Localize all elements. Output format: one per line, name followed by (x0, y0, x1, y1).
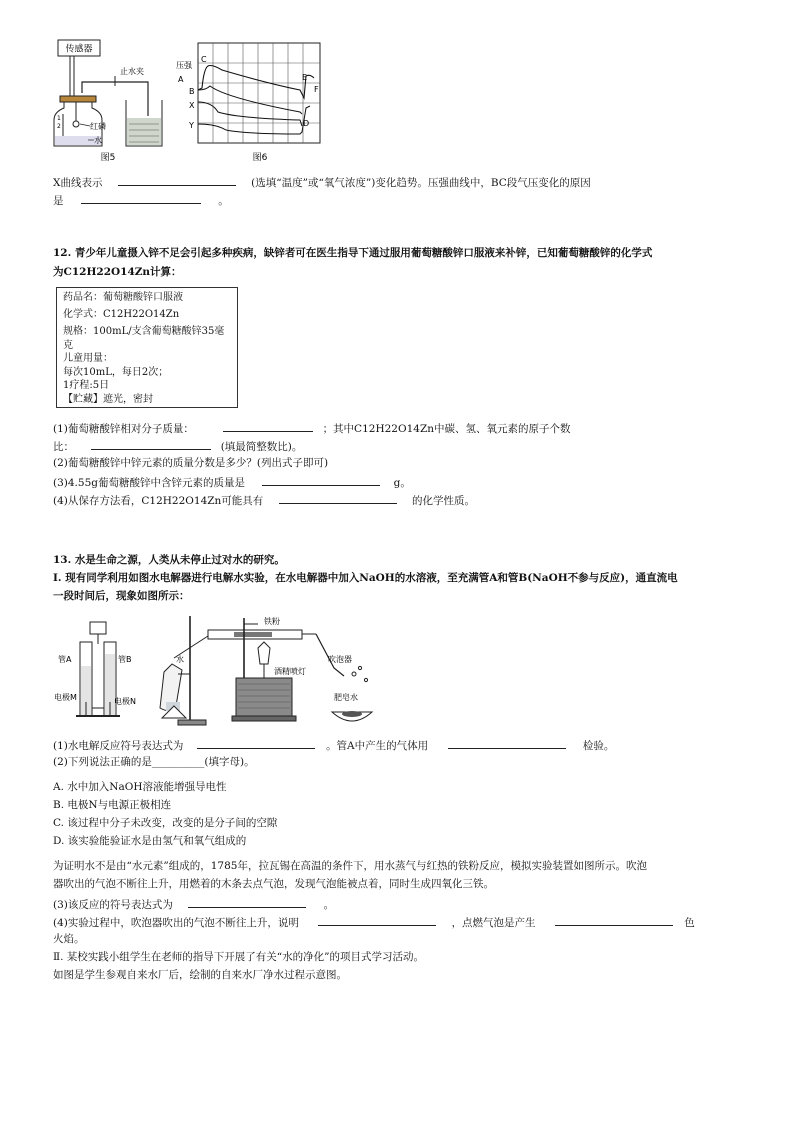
figure-5-caption: 图5 (100, 153, 116, 163)
q12-sub1-pre: (1)葡萄糖酸锌相对分子质量： (53, 423, 194, 435)
drug-formula: 化学式：C12H22O14Zn (63, 308, 180, 320)
q13-sub2: (2)下列说法正确的是__________(填字母)。 (53, 756, 255, 768)
label-X: X (189, 101, 195, 110)
q13-sub4-mid: ，点燃气泡是产生 (451, 917, 536, 929)
q13-part1-line2: 一段时间后，现象如图所示： (53, 590, 190, 602)
q11-line2-pre: 是 (53, 195, 64, 207)
q13-blank-gas-test[interactable] (448, 737, 566, 749)
q13-sub1-mid: 。管A中产生的气体用 (326, 740, 429, 752)
q13-figure (54, 608, 388, 733)
q13-stem: 13. 水是生命之源，人类从未停止过对水的研究。 (53, 554, 285, 566)
q11-line2 (53, 192, 229, 208)
q11-line1-pre: X曲线表示 (53, 177, 103, 189)
q12-sub3-post: g。 (393, 477, 411, 489)
q11-blank-bc-reason[interactable] (81, 192, 201, 204)
q12-stem-line1: 12. 青少年儿童摄入锌不足会引起多种疾病，缺锌者可在医生指导下通过服用葡萄糖酸锌口服液来补锌，已知葡萄糖酸锌的化学式 (53, 247, 653, 259)
q12-sub1b-post: (填最简整数比)。 (220, 441, 303, 453)
q13-sub4-pre: (4)实验过程中，吹泡器吹出的气泡不断往上升，说明 (53, 917, 299, 929)
q13-sub4 (53, 914, 695, 930)
sensor-label: 传感器 (65, 44, 93, 55)
q13-sub1-pre: (1)水电解反应符号表达式为 (53, 740, 184, 752)
q13-blank-electrolysis-equation[interactable] (197, 737, 315, 749)
q13-option-d: D. 该实验能验证水是由氢气和氧气组成的 (53, 835, 247, 847)
q13-part2-line2: 如图是学生参观自来水厂后，绘制的自来水厂净水过程示意图。 (53, 969, 347, 981)
q11-line1-post: (选填“温度”或“氧气浓度”)变化趋势。压强曲线中，BC段气压变化的原因 (251, 177, 591, 189)
drug-dose-title: 儿童用量： (63, 353, 113, 364)
q13-sub1 (53, 737, 614, 753)
q12-sub4-post: 的化学性质。 (412, 495, 475, 507)
bubbler-label: 吹泡器 (328, 655, 352, 664)
q13-part2-line1: Ⅱ. 某校实践小组学生在老师的指导下开展了有关“水的净化”的项目式学习活动。 (53, 951, 425, 963)
q13-sub4-line2: 火焰。 (53, 933, 85, 945)
tube-b-label: 管B (118, 655, 132, 664)
q12-sub1b-pre: 比： (53, 441, 74, 453)
label-Y: Y (189, 121, 194, 130)
label-E: E (302, 73, 308, 82)
q11-blank-x-curve[interactable] (118, 174, 236, 186)
label-D: D (303, 119, 310, 128)
drug-name: 药品名：葡萄糖酸锌口服液 (63, 292, 183, 303)
label-C: C (201, 55, 207, 64)
q13-blank-iron-equation[interactable] (188, 896, 306, 908)
q12-stem-line2: 为C12H22O14Zn计算： (53, 266, 182, 278)
q13-blank-bubble-rise[interactable] (318, 914, 436, 926)
q12-blank-molar-mass[interactable] (223, 420, 313, 432)
figure-5 (50, 38, 165, 163)
clip-label: 止水夹 (120, 67, 144, 76)
drug-dose: 每次10mL，每日2次； (63, 366, 169, 378)
q12-sub2: (2)葡萄糖酸锌中锌元素的质量分数是多少？(列出式子即可) (53, 457, 329, 469)
q11-line1 (53, 174, 591, 190)
figure-6-caption: 图6 (252, 153, 268, 163)
q13-blank-flame-color[interactable] (555, 914, 673, 926)
q13-sub4-post: 色 (684, 917, 695, 929)
q13-sub3-post: 。 (323, 899, 335, 911)
pressure-axis-label: 压强 (176, 61, 192, 70)
electrode-n-label: 电极N (114, 697, 136, 706)
q12-blank-atom-ratio[interactable] (91, 438, 211, 450)
electrode-m-label: 电极M (54, 693, 77, 702)
tube-a-label: 管A (58, 655, 72, 664)
q12-sub4-pre: (4)从保存方法看，C12H22O14Zn可能具有 (53, 495, 264, 507)
q12-sub1-mid: ；其中C12H22O14Zn中碳、氢、氧元素的原子个数 (322, 423, 571, 435)
drug-label-box (56, 287, 238, 408)
alcohol-lamp-label: 酒精喷灯 (274, 667, 306, 676)
q12-sub4 (53, 492, 475, 508)
q12-sub1 (53, 420, 571, 436)
q13-sub3-pre: (3)该反应的符号表达式为 (53, 899, 173, 911)
q13-sub3 (53, 896, 334, 912)
q13-para-line2: 器吹出的气泡不断往上升，用燃着的木条去点气泡，发现气泡能被点着，同时生成四氧化三铁。 (53, 878, 494, 890)
q11-line2-post: 。 (218, 195, 229, 207)
figure-6 (176, 38, 326, 163)
q12-blank-zinc-mass[interactable] (262, 474, 380, 486)
q13-option-c: C. 该过程中分子未改变，改变的是分子间的空隙 (53, 817, 278, 829)
q12-sub3 (53, 474, 411, 490)
figure-5-diagram (50, 38, 165, 163)
label-F: F (314, 85, 319, 94)
iron-powder-label: 铁粉 (264, 617, 280, 626)
label-B: B (189, 87, 195, 96)
q12-blank-chem-property[interactable] (279, 492, 397, 504)
svg-text:1: 1 (57, 115, 61, 122)
svg-text:2: 2 (57, 123, 61, 130)
q13-option-b: B. 电极N与电源正极相连 (53, 799, 172, 811)
q13-part1-line1: Ⅰ. 现有同学利用如图水电解器进行电解水实验，在水电解器中加入NaOH的水溶液，至充满管A和管B(NaOH不参与反应)，通直流电 (53, 572, 678, 584)
water-label: 水 (94, 136, 102, 145)
water-label: 水 (176, 655, 184, 664)
phosphorus-label: 红磷 (90, 122, 106, 131)
label-A: A (178, 75, 184, 84)
drug-storage: 【贮藏】遮光，密封 (63, 393, 153, 405)
q13-para-line1: 为证明水不是由“水元素”组成的，1785年，拉瓦锡在高温的条件下，用水蒸气与红热的铁粉反应，模拟实验装置如图所示。吹泡 (53, 860, 647, 872)
q12-sub3-pre: (3)4.55g葡萄糖酸锌中含锌元素的质量是 (53, 477, 245, 489)
q13-option-a: A. 水中加入NaOH溶液能增强导电性 (53, 781, 227, 793)
drug-course: 1疗程:5日 (63, 380, 110, 391)
drug-spec: 规格：100mL/支含葡萄糖酸锌35毫克 (63, 326, 225, 351)
q12-sub1b (53, 438, 302, 454)
soap-water-label: 肥皂水 (334, 693, 358, 702)
q13-sub1-post: 检验。 (582, 740, 615, 752)
figure-6-graph (176, 38, 326, 163)
q13-apparatus-diagram (54, 608, 388, 733)
